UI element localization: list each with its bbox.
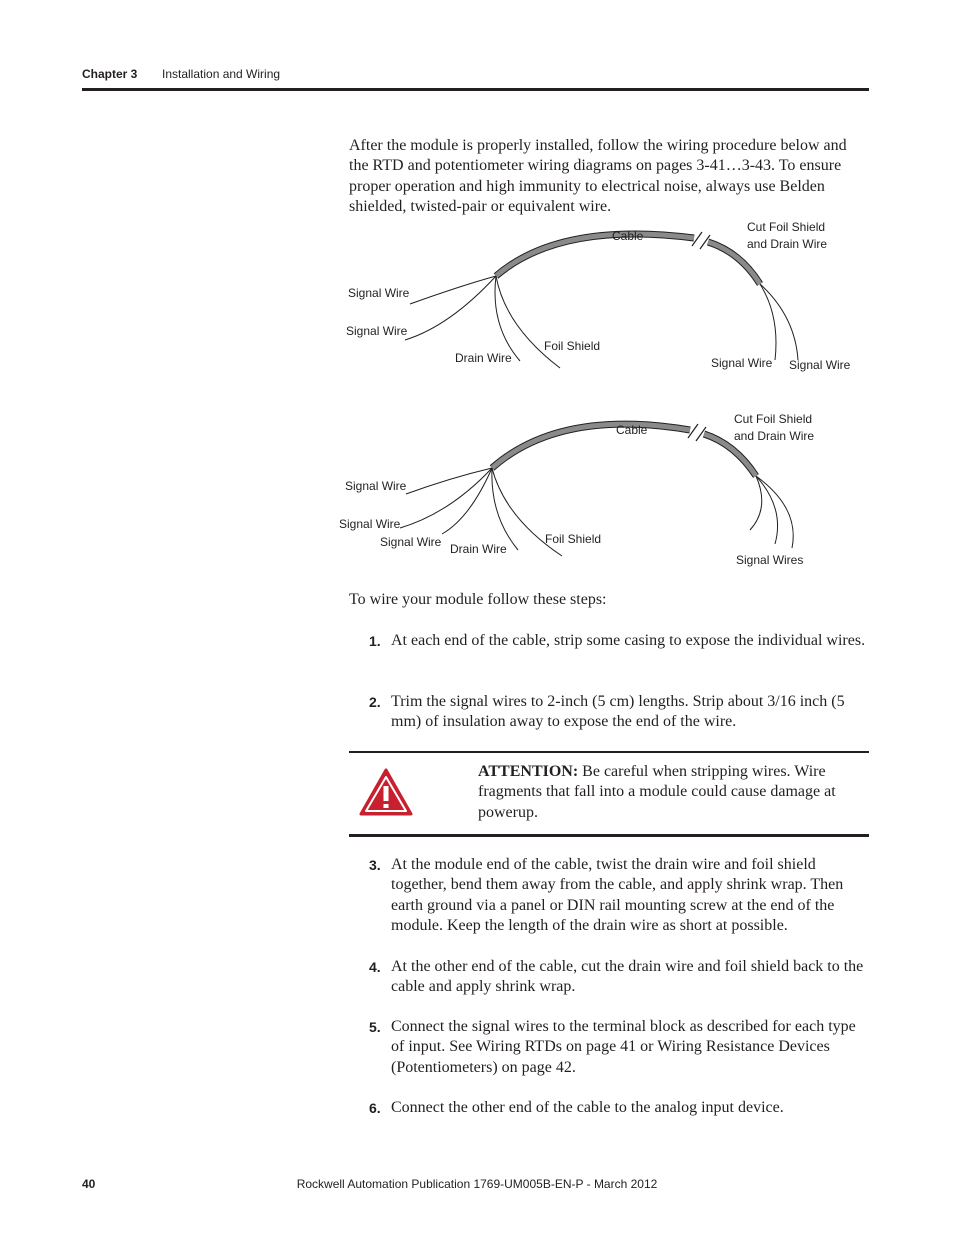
cut-foil-label-line2: and Drain Wire — [747, 237, 828, 251]
step-text: At each end of the cable, strip some casing to expose the individual wires. — [391, 632, 866, 649]
attention-text — [478, 762, 868, 823]
page-number: 40 — [82, 1177, 96, 1191]
step-number: 3. — [369, 857, 381, 873]
step-number: 4. — [369, 959, 381, 975]
cut-foil-label-line1: Cut Foil Shield — [747, 220, 826, 234]
signal-wires-label: Signal Wires — [736, 553, 804, 567]
step-number: 6. — [369, 1100, 381, 1116]
step-text: At the module end of the cable, twist the drain wire and foil shield together, bend them away from the cable, and apply shrink wrap. Then earth ground via a panel or DIN rail mounting screw at the end of the module. Keep the length of the drain wire as short at possible. — [391, 856, 844, 934]
steps-lead: To wire your module follow these steps: — [349, 591, 607, 608]
list-item — [349, 631, 869, 651]
wiring-diagram-1 — [330, 216, 870, 380]
page-header — [82, 66, 869, 92]
intro-paragraph: After the module is properly installed, follow the wiring procedure below and the RTD and potentiometer wiring diagrams on pages 3-41…3-43. To ensure proper operation and high immunity to electrical noise, always use Belden shielded, twisted-pair or equivalent wire. — [349, 137, 847, 215]
list-item — [349, 1098, 869, 1118]
header-rule — [82, 88, 869, 91]
cut-foil-label-line1: Cut Foil Shield — [734, 412, 813, 426]
cable-label: Cable — [612, 229, 644, 243]
drain-wire-label: Drain Wire — [450, 542, 507, 556]
warning-triangle-icon — [358, 767, 414, 817]
signal-wire-label: Signal Wire — [789, 358, 851, 372]
signal-wire-label: Signal Wire — [380, 535, 442, 549]
attention-box — [349, 751, 869, 837]
list-item — [349, 1017, 869, 1078]
step-number: 2. — [369, 694, 381, 710]
cable-label: Cable — [616, 423, 648, 437]
step-number: 5. — [369, 1019, 381, 1035]
signal-wire-label: Signal Wire — [345, 479, 407, 493]
step-text: At the other end of the cable, cut the drain wire and foil shield back to the cable and apply shrink wrap. — [391, 958, 864, 996]
signal-wire-label: Signal Wire — [711, 356, 773, 370]
attention-label: ATTENTION: — [478, 763, 579, 780]
chapter-label: Chapter 3 — [82, 67, 138, 81]
list-item — [349, 957, 869, 998]
step-text: Connect the signal wires to the terminal block as described for each type of input. See Wiring RTDs on page 41 or Wiring Resistance Devices (Potentiometers) on page 42. — [391, 1018, 856, 1076]
cut-foil-label-line2: and Drain Wire — [734, 429, 815, 443]
attention-message: Be careful when stripping wires. Wire fragments that fall into a module could cause damage at powerup. — [478, 763, 836, 821]
step-number: 1. — [369, 633, 381, 649]
step-text: Trim the signal wires to 2-inch (5 cm) lengths. Strip about 3/16 inch (5 mm) of insulation away to expose the end of the wire. — [391, 693, 845, 731]
drain-wire-label: Drain Wire — [455, 351, 512, 365]
signal-wire-label: Signal Wire — [348, 286, 410, 300]
publication-footer: Rockwell Automation Publication 1769-UM005B-EN-P - March 2012 — [296, 1177, 658, 1191]
list-item — [349, 855, 869, 936]
signal-wire-label: Signal Wire — [346, 324, 408, 338]
step-text: Connect the other end of the cable to the analog input device. — [391, 1099, 784, 1116]
section-title: Installation and Wiring — [162, 67, 281, 81]
attention-rule-bottom — [349, 834, 869, 837]
wiring-diagram-2 — [330, 408, 870, 572]
attention-rule-top — [349, 751, 869, 753]
foil-shield-label: Foil Shield — [544, 339, 601, 353]
list-item — [349, 692, 869, 733]
foil-shield-label: Foil Shield — [545, 532, 602, 546]
signal-wire-label: Signal Wire — [339, 517, 401, 531]
